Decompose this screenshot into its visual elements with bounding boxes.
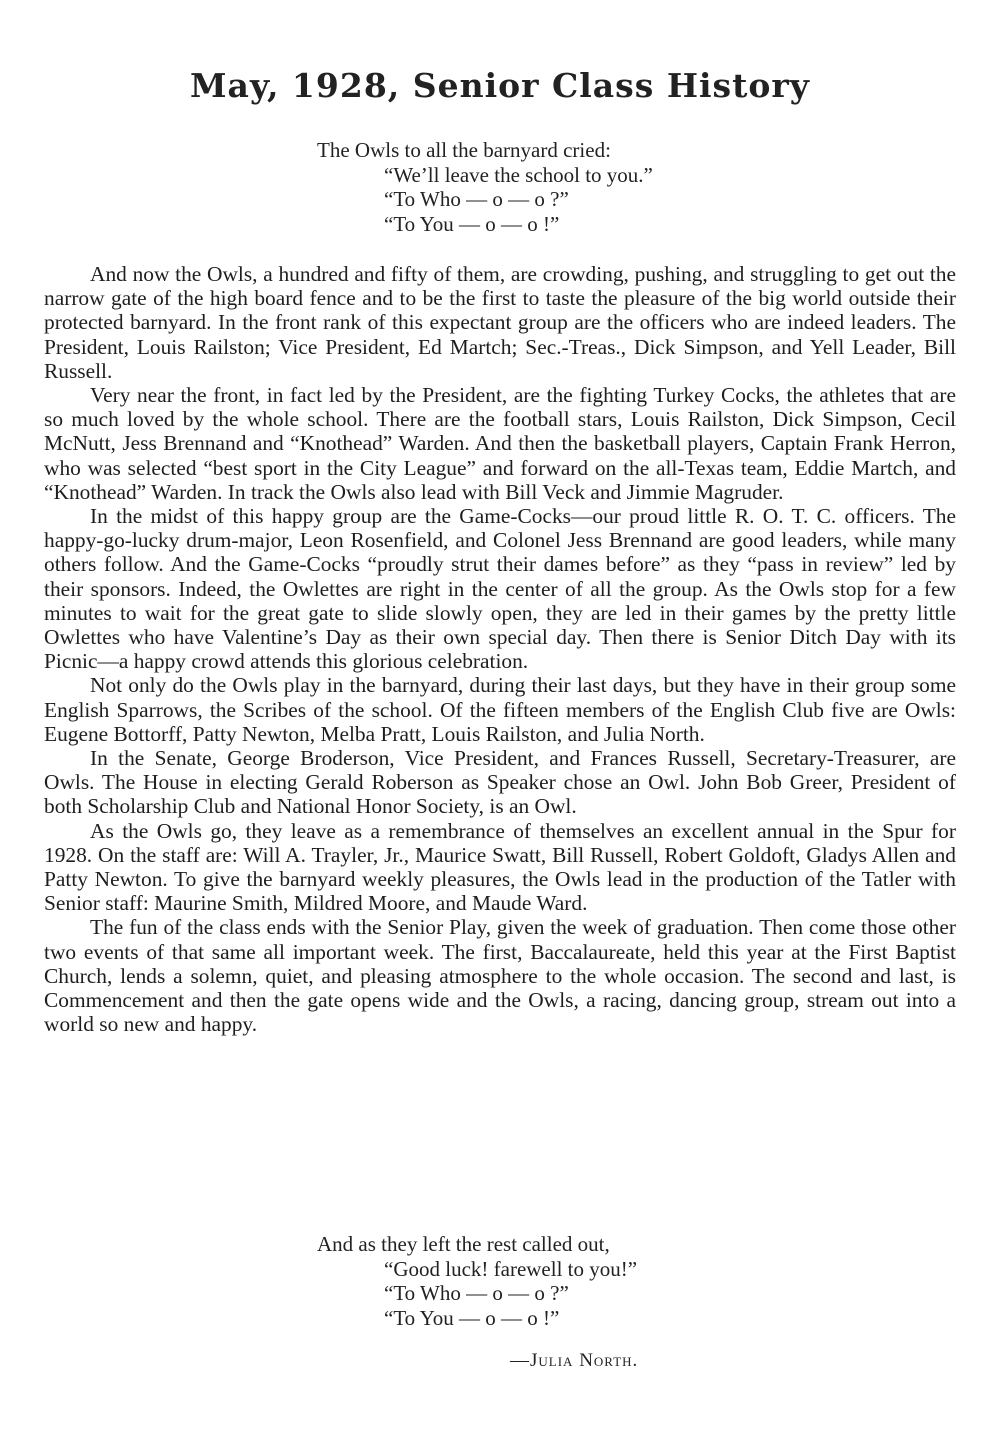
poem-line: The Owls to all the barnyard cried:	[317, 138, 611, 162]
page-title: May, 1928, Senior Class History	[190, 66, 810, 105]
closing-poem	[317, 1232, 637, 1330]
paragraph: Not only do the Owls play in the barnyard, during their last days, but they have in their group some English Sparrows, the Scribes of the school. Of the fifteen members of the English Club five are Owls: Eugene Bottorff, Patty Newton, Melba Pratt, Louis Railston, and Julia North.	[44, 673, 956, 746]
paragraph: In the midst of this happy group are the Game-Cocks—our proud little R. O. T. C. officers. The happy-go-lucky drum-major, Leon Rosenfield, and Colonel Jess Brennand are good leaders, while many others follow. And the Game-Cocks “proudly strut their dames before” as they “pass in review” led by their sponsors. Indeed, the Owlettes are right in the center of all the group. As the Owls stop for a few minutes to wait for the great gate to slide slowly open, they are led in their games by the pretty little Owlettes who have Valentine’s Day as their own special day. Then there is Senior Ditch Day with its Picnic—a happy crowd attends this glorious celebration.	[44, 504, 956, 674]
poem-line: “To You — o — o !”	[384, 1305, 560, 1330]
history-body	[44, 262, 956, 1037]
paragraph: In the Senate, George Broderson, Vice President, and Frances Russell, Secretary-Treasurer, are Owls. The House in electing Gerald Roberson as Speaker chose an Owl. John Bob Greer, President of both Scholarship Club and National Honor Society, is an Owl.	[44, 746, 956, 819]
poem-line: “To Who — o — o ?”	[384, 1281, 569, 1305]
poem-line: “To Who — o — o ?”	[384, 187, 569, 211]
paragraph: And now the Owls, a hundred and fifty of them, are crowding, pushing, and struggling to get out the narrow gate of the high board fence and to be the first to taste the pleasure of the big world outside their protected barnyard. In the front rank of this expectant group are the officers who are indeed leaders. The President, Louis Railston; Vice President, Ed Martch; Sec.-Treas., Dick Simpson, and Yell Leader, Bill Russell.	[44, 262, 956, 383]
poem-line: And as they left the rest called out,	[317, 1232, 610, 1256]
opening-poem	[317, 138, 653, 236]
paragraph: As the Owls go, they leave as a remembrance of themselves an excellent annual in the Spur for 1928. On the staff are: Will A. Trayler, Jr., Maurice Swatt, Bill Russell, Robert Goldoft, Gladys Allen and Patty Newton. To give the barnyard weekly pleasures, the Owls lead in the production of the Tatler with Senior staff: Maurine Smith, Mildred Moore, and Maude Ward.	[44, 818, 956, 916]
poem-line: “Good luck! farewell to you!”	[384, 1256, 638, 1281]
poem-line: “We’ll leave the school to you.”	[384, 162, 653, 187]
author-signature: —Julia North.	[510, 1350, 639, 1371]
poem-line: “To You — o — o !”	[384, 211, 560, 236]
paragraph: The fun of the class ends with the Senior Play, given the week of graduation. Then come those other two events of that same all important week. The first, Baccalaureate, held this year at the First Baptist Church, lends a solemn, quiet, and pleasing atmosphere to the whole occasion. The second and last, is Commencement and then the gate opens wide and the Owls, a racing, dancing group, stream out into a world so new and happy.	[44, 915, 956, 1037]
paragraph: Very near the front, in fact led by the President, are the fighting Turkey Cocks, the athletes that are so much loved by the whole school. There are the football stars, Louis Railston, Dick Simpson, Cecil McNutt, Jess Brennand and “Knothead” Warden. And then the basketball players, Captain Frank Herron, who was selected “best sport in the City League” and forward on the all-Texas team, Eddie Martch, and “Knothead” Warden. In track the Owls also lead with Bill Veck and Jimmie Magruder.	[44, 383, 956, 504]
